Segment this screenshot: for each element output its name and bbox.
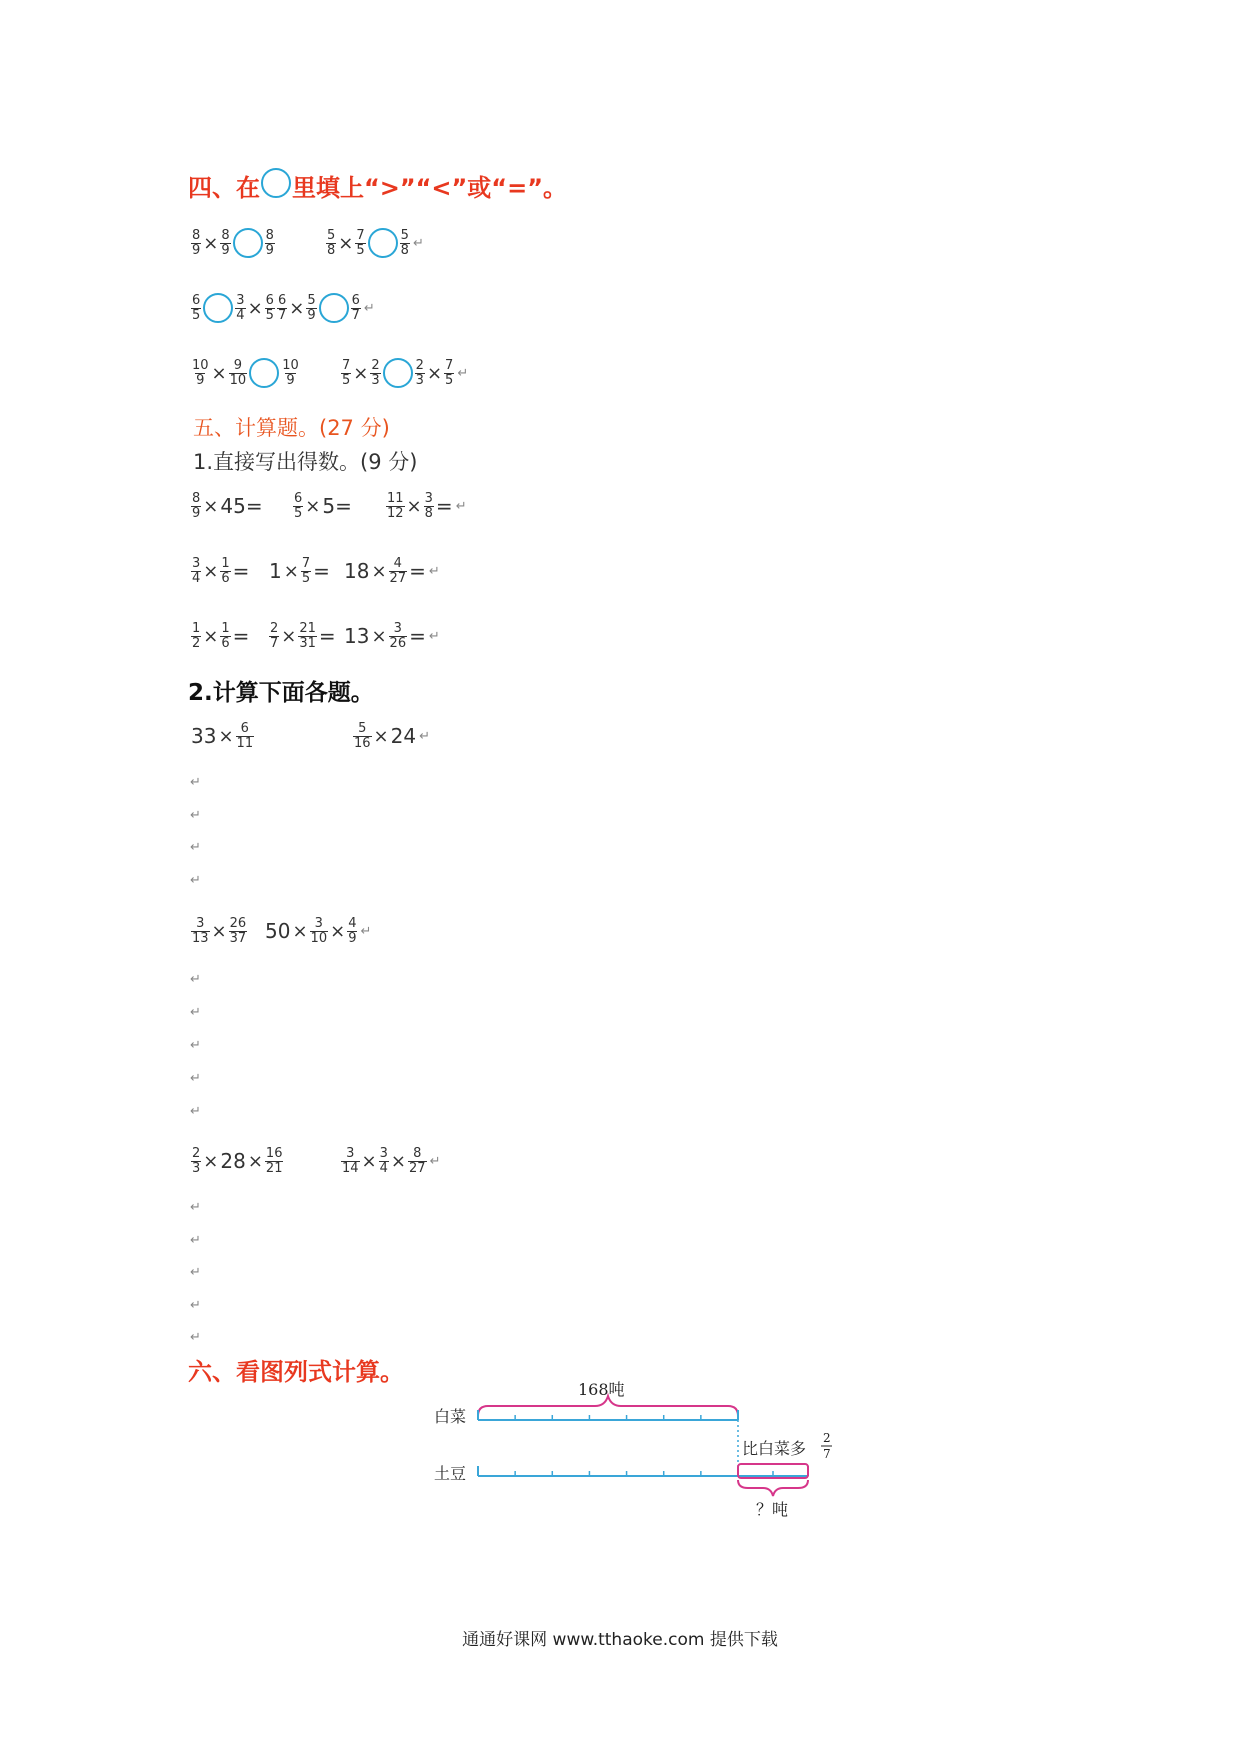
return-mark-icon: ↵ [412,235,424,251]
numerator: 7 [356,227,365,243]
fraction [265,294,275,323]
return-mark-icon: ↵ [190,1298,201,1313]
bar-diagram [420,1378,840,1528]
denominator: 6 [221,635,230,651]
times-sign: × [211,920,227,942]
times-sign: × [361,1150,377,1172]
numerator: 2 [415,357,424,373]
question-label: ？吨 [756,1500,789,1519]
denominator: 2 [192,635,201,651]
top-brace [478,1396,738,1416]
fraction [191,492,201,521]
denominator: 9 [307,307,316,323]
times-sign: × [330,920,346,942]
denominator: 3 [415,372,424,388]
times-sign: × [289,297,305,319]
math-expression [190,287,375,329]
number-text: 45= [220,494,263,518]
math-expression [340,1140,440,1182]
math-expression [343,615,440,657]
compare-frac-num: 2 [823,1431,831,1445]
denominator: 5 [342,372,351,388]
fraction [326,229,336,258]
denominator: 27 [389,570,407,586]
work-row-2 [190,910,890,952]
denominator: 31 [299,635,316,651]
denominator: 11 [236,735,254,751]
fraction [269,622,279,651]
fraction [379,1147,389,1176]
number-text: 28 [220,1149,246,1173]
bottom-brace [738,1480,808,1496]
times-sign: × [211,362,227,384]
fraction [310,917,329,946]
denominator: 7 [277,307,287,323]
return-mark-icon: ↵ [455,498,467,514]
numerator: 16 [265,1145,283,1161]
math-expression [190,352,301,394]
return-mark-icon: ↵ [190,1330,201,1345]
return-mark-icon: ↵ [190,808,201,823]
denominator: 37 [229,930,247,946]
denominator: 26 [389,635,407,651]
numerator: 5 [327,227,336,243]
fraction [389,557,408,586]
number-text: = [313,559,330,583]
numerator: 6 [192,292,201,308]
times-sign: × [371,625,387,647]
math-expression [340,352,468,394]
fraction [355,229,365,258]
numerator: 4 [393,555,402,571]
fraction [191,622,201,651]
math-expression [190,222,276,264]
section6-title: 六、看图列式计算。 [188,1358,404,1386]
part2-title: 2.计算下面各题。 [188,680,374,706]
fraction [301,557,311,586]
numerator: 6 [351,292,360,308]
numerator: 2 [270,620,279,636]
math-expression [190,715,255,757]
fraction [220,229,230,258]
denominator: 4 [236,307,245,323]
numerator: 6 [240,720,249,736]
fraction [277,294,287,323]
math-expression [352,715,430,757]
work-row-1 [190,715,890,757]
number-text: 33 [191,724,217,748]
fraction [351,294,361,323]
numerator: 6 [294,490,303,506]
fraction [265,229,275,258]
fraction [444,359,454,388]
fraction [191,1147,201,1176]
fraction [293,492,303,521]
times-sign: × [406,495,422,517]
return-mark-icon: ↵ [457,365,469,381]
number-text: = [232,624,250,648]
numerator: 5 [307,292,316,308]
times-sign: × [353,362,369,384]
return-mark-icon: ↵ [190,1233,201,1248]
comparison-blank-circle[interactable] [383,358,413,388]
return-mark-icon: ↵ [360,923,372,939]
fraction [400,229,410,258]
comparison-blank-circle[interactable] [319,293,349,323]
numerator: 3 [424,490,433,506]
denominator: 3 [192,1160,201,1176]
math-expression [264,910,371,952]
part1-title: 1.直接写出得数。(9 分) [193,450,418,474]
cabbage-bar [478,1410,738,1420]
return-mark-icon: ↵ [190,840,201,855]
times-sign: × [390,1150,407,1172]
denominator: 16 [354,735,371,751]
math-expression [268,615,337,657]
numerator: 3 [196,915,205,931]
return-mark-icon: ↵ [419,728,430,744]
times-sign: × [247,297,263,319]
compare-row-1 [190,222,890,264]
number-text: 50 [265,919,291,943]
number-text: 18 [344,559,370,583]
times-sign: × [371,560,387,582]
denominator: 3 [371,372,380,388]
denominator: 10 [229,372,247,388]
return-mark-icon: ↵ [190,775,201,790]
fraction [191,359,210,388]
numerator: 3 [314,915,323,931]
numerator: 8 [413,1145,422,1161]
times-sign: × [247,1150,263,1172]
calc-row-3 [190,615,890,657]
number-text: 24 [390,724,417,748]
fraction [191,557,201,586]
numerator: 3 [192,555,201,571]
compare-frac-den: 7 [823,1447,831,1461]
return-mark-icon: ↵ [363,300,375,316]
numerator: 3 [393,620,402,636]
denominator: 5 [445,372,454,388]
circle-blank-icon [261,168,291,198]
return-mark-icon: ↵ [190,1071,201,1086]
numerator: 8 [192,227,201,243]
times-sign: × [283,560,299,582]
numerator: 3 [236,292,245,308]
fraction [341,1147,360,1176]
numerator: 1 [192,620,201,636]
denominator: 9 [286,372,295,388]
times-sign: × [305,495,321,517]
fraction [265,1147,284,1176]
compare-row-2 [190,287,890,329]
denominator: 9 [196,372,205,388]
return-mark-icon: ↵ [190,1005,201,1020]
number-text: = [435,494,453,518]
numerator: 2 [371,357,380,373]
denominator: 4 [192,570,201,586]
fraction [281,359,300,388]
times-sign: × [373,725,389,747]
fraction [220,557,230,586]
denominator: 10 [310,930,328,946]
fraction [229,359,248,388]
number-text: = [409,624,426,648]
numerator: 21 [299,620,316,636]
section4-title: 四、在 里填上“>”“<”或“=”。 [188,168,567,203]
denominator: 14 [342,1160,359,1176]
section5-title: 五、计算题。(27 分) [193,416,390,440]
numerator: 4 [348,915,357,931]
fraction [235,294,245,323]
fraction [191,294,201,323]
return-mark-icon: ↵ [429,1153,441,1169]
denominator: 9 [265,242,274,258]
math-expression [190,1140,284,1182]
times-sign: × [281,625,297,647]
return-mark-icon: ↵ [428,628,440,644]
comparison-blank-circle[interactable] [233,228,263,258]
return-mark-icon: ↵ [190,873,201,888]
numerator: 8 [265,227,274,243]
times-sign: × [218,725,234,747]
row1-label: 白菜 [434,1407,467,1426]
numerator: 2 [192,1145,201,1161]
numerator: 6 [265,292,274,308]
denominator: 5 [301,570,311,586]
fraction [306,294,316,323]
denominator: 9 [348,930,357,946]
denominator: 13 [192,930,209,946]
fraction [236,722,255,751]
fraction [386,492,405,521]
number-text: 5= [322,494,352,518]
fraction [408,1147,427,1176]
denominator: 5 [265,307,274,323]
denominator: 5 [192,307,201,323]
denominator: 6 [221,570,230,586]
times-sign: × [203,625,219,647]
times-sign: × [426,362,443,384]
fraction [191,229,201,258]
math-expression [190,550,250,592]
numerator: 9 [233,357,243,373]
denominator: 8 [327,242,336,258]
numerator: 26 [229,915,247,931]
calc-row-2 [190,550,890,592]
numerator: 5 [358,720,367,736]
times-sign: × [203,495,219,517]
denominator: 7 [270,635,279,651]
denominator: 27 [409,1160,426,1176]
number-text: 13 [344,624,370,648]
fraction [424,492,434,521]
denominator: 8 [400,242,409,258]
denominator: 21 [265,1160,283,1176]
numerator: 5 [400,227,409,243]
times-sign: × [203,232,219,254]
fraction [389,622,408,651]
numerator: 1 [221,620,230,636]
calc-row-1 [190,485,890,527]
numerator: 10 [282,357,299,373]
number-text: = [232,559,250,583]
math-expression [190,485,264,527]
return-mark-icon: ↵ [190,1104,201,1119]
fraction [229,917,248,946]
fraction [341,359,351,388]
numerator: 1 [221,555,230,571]
fraction [347,917,357,946]
denominator: 9 [221,242,230,258]
denominator: 4 [379,1160,388,1176]
return-mark-icon: ↵ [190,1265,201,1280]
potato-bar [478,1466,808,1476]
footer-text: 通通好课网 www.tthaoke.com 提供下载 [462,1630,778,1650]
math-expression [268,550,331,592]
return-mark-icon: ↵ [190,1200,201,1215]
math-expression [190,910,248,952]
numerator: 8 [192,490,201,506]
numerator: 6 [277,292,287,308]
math-expression [292,485,353,527]
numerator: 8 [221,227,230,243]
row2-label: 土豆 [434,1464,467,1483]
math-expression [190,615,250,657]
fraction [370,359,380,388]
fraction [191,917,210,946]
return-mark-icon: ↵ [428,563,440,579]
denominator: 12 [387,505,404,521]
number-text: 1 [269,559,282,583]
numerator: 7 [445,357,454,373]
denominator: 5 [294,505,303,521]
numerator: 10 [192,357,209,373]
numerator: 7 [342,357,351,373]
return-mark-icon: ↵ [190,1038,201,1053]
denominator: 5 [356,242,365,258]
number-text: = [318,624,336,648]
return-mark-icon: ↵ [190,972,201,987]
numerator: 3 [379,1145,388,1161]
compare-label: 比白菜多 [742,1439,807,1458]
math-expression [343,550,440,592]
times-sign: × [203,560,219,582]
work-row-3 [190,1140,890,1182]
comparison-blank-circle[interactable] [368,228,398,258]
denominator: 7 [351,307,360,323]
times-sign: × [338,232,354,254]
top-label: 168吨 [578,1380,625,1399]
comparison-blank-circle[interactable] [203,293,233,323]
numerator: 11 [387,490,404,506]
denominator: 9 [192,242,201,258]
times-sign: × [292,920,308,942]
comparison-blank-circle[interactable] [249,358,279,388]
fraction [220,622,230,651]
numerator: 3 [346,1145,355,1161]
denominator: 9 [192,505,201,521]
compare-row-3 [190,352,890,394]
fraction [298,622,317,651]
math-expression [385,485,467,527]
math-expression [325,222,424,264]
numerator: 7 [301,555,311,571]
number-text: = [409,559,426,583]
denominator: 8 [424,505,433,521]
fraction [353,722,372,751]
fraction [415,359,425,388]
times-sign: × [203,1150,219,1172]
